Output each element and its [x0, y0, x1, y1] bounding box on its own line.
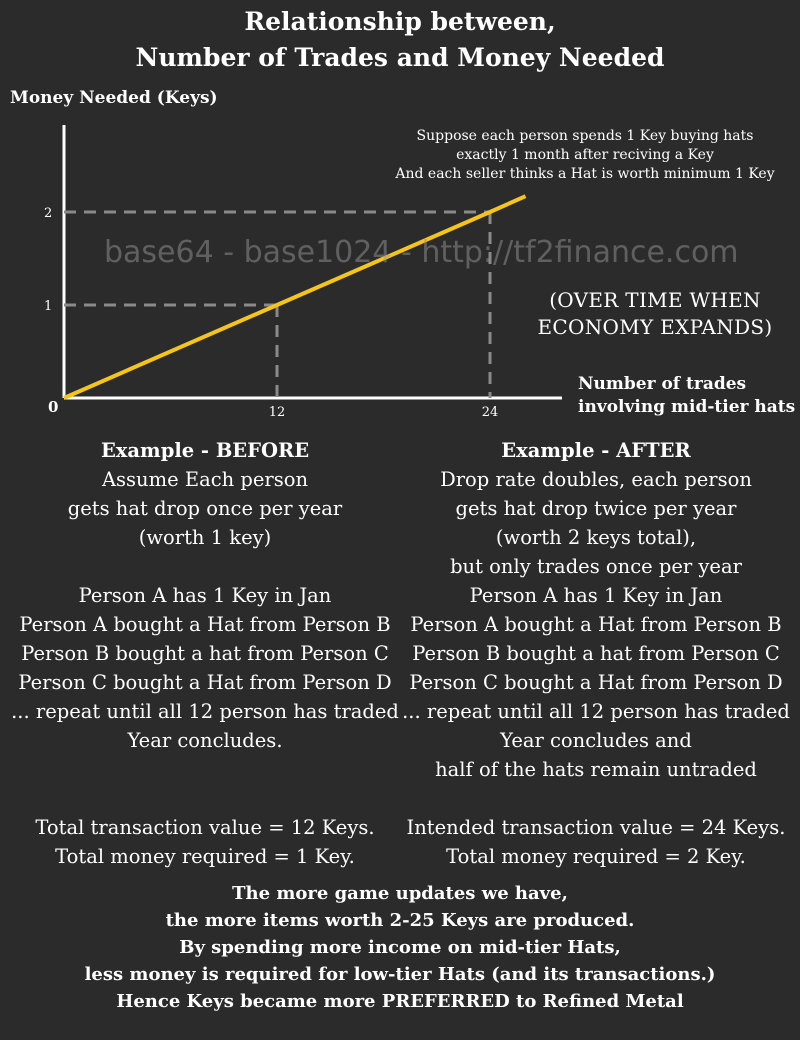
economy-expands-note: [520, 287, 790, 341]
after-line: ... repeat until all 12 person has traded: [402, 700, 790, 723]
after-line: but only trades once per year: [450, 555, 742, 578]
x-axis-label: [578, 373, 795, 419]
after-line: half of the hats remain untraded: [435, 758, 757, 781]
before-line: Total transaction value = 12 Keys.: [35, 816, 375, 839]
example-before-column: [5, 436, 405, 871]
after-line: (worth 2 keys total),: [495, 526, 697, 549]
watermark-text: base64 - base1024 - http://tf2finance.com: [104, 235, 739, 270]
before-line: (worth 1 key): [138, 526, 272, 549]
before-line: Total money required = 1 Key.: [55, 845, 355, 868]
economy-note-line-2: ECONOMY EXPANDS): [537, 315, 773, 339]
y-axis-label: Money Needed (Keys): [10, 88, 218, 108]
line-chart: [0, 0, 800, 430]
before-line: [5, 784, 405, 813]
before-line: Person A has 1 Key in Jan: [78, 584, 332, 607]
x-axis-label-line-1: Number of trades: [578, 374, 747, 394]
conclusion-line: By spending more income on mid-tier Hats,: [179, 937, 621, 958]
after-line: gets hat drop twice per year: [455, 497, 737, 520]
before-line: [5, 552, 405, 581]
annotation-line-3: And each seller thinks a Hat is worth minimum 1 Key: [395, 166, 775, 182]
after-line: [396, 784, 796, 813]
conclusion-line: the more items worth 2-25 Keys are produced.: [165, 910, 635, 931]
before-line: Person A bought a Hat from Person B: [19, 613, 391, 636]
after-line: Year concludes and: [500, 729, 692, 752]
origin-label: 0: [48, 398, 59, 416]
example-after-heading: Example - AFTER: [501, 439, 691, 462]
conclusion-text: [0, 880, 800, 1015]
before-line: Person C bought a Hat from Person D: [18, 671, 392, 694]
x-axis-label-line-2: involving mid-tier hats: [578, 397, 796, 417]
conclusion-line: Hence Keys became more PREFERRED to Refined Metal: [116, 991, 684, 1012]
conclusion-line: less money is required for low-tier Hats (and its transactions.): [84, 964, 716, 985]
example-before-heading: Example - BEFORE: [100, 439, 310, 462]
after-line: Person A has 1 Key in Jan: [469, 584, 723, 607]
y-tick-label: 2: [44, 206, 53, 221]
x-tick-label: 12: [268, 405, 286, 420]
chart-annotation: [390, 127, 780, 184]
after-line: Intended transaction value = 24 Keys.: [406, 816, 786, 839]
before-line: Person B bought a hat from Person C: [21, 642, 389, 665]
series-line-1: [64, 196, 526, 398]
annotation-line-2: exactly 1 month after reciving a Key: [456, 147, 714, 163]
economy-note-line-1: (OVER TIME WHEN: [549, 288, 761, 312]
title-line-1: Relationship between,: [244, 7, 556, 36]
before-line: [5, 755, 405, 784]
after-line: Person A bought a Hat from Person B: [410, 613, 782, 636]
before-line: gets hat drop once per year: [67, 497, 343, 520]
after-line: Total money required = 2 Key.: [446, 845, 746, 868]
after-line: Person B bought a hat from Person C: [412, 642, 780, 665]
annotation-line-1: Suppose each person spends 1 Key buying hats: [416, 128, 754, 144]
before-line: Assume Each person: [101, 468, 309, 491]
after-line: Drop rate doubles, each person: [440, 468, 752, 491]
after-line: Person C bought a Hat from Person D: [409, 671, 783, 694]
before-line: ... repeat until all 12 person has traded: [11, 700, 399, 723]
example-after-column: [396, 436, 796, 871]
x-tick-label: 24: [481, 405, 499, 420]
before-line: Year concludes.: [127, 729, 283, 752]
y-tick-label: 1: [44, 299, 53, 314]
title-line-2: Number of Trades and Money Needed: [135, 43, 665, 72]
conclusion-line: The more game updates we have,: [232, 883, 568, 904]
